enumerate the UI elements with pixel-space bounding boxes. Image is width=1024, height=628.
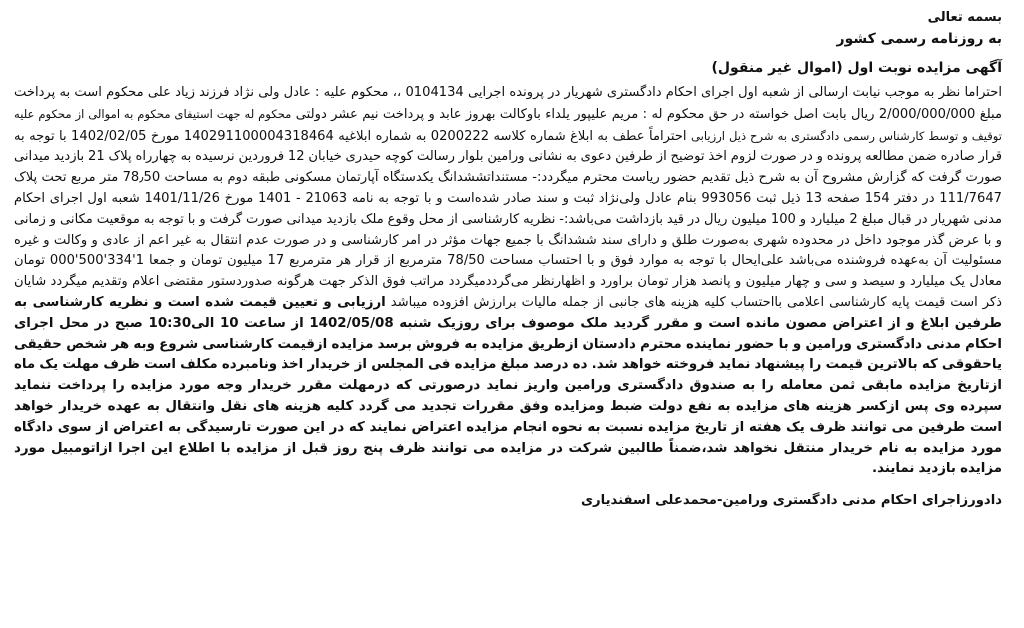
notice-title: آگهی مزایده نوبت اول (اموال غیر منقول) [711, 60, 1002, 76]
notice-body [14, 83, 1002, 480]
signature: دادورزاجرای احکام مدنی دادگستری ورامین-محمدعلی اسفندیاری [580, 493, 1002, 509]
body-opening: احتراما نظر به موجب نیابت ارسالی از شعبه اول اجرای احکام دادگستری شهریار در پرونده اجرایی 0104134 ،، محکوم علیه : عادل ولی نژاد فرزند زیاد علی محکوم است به پرداخت مبلغ 2/000/000/000 ریال بابت اصل خواسته در حق محکوم له : مریم علیپور یلداء باوکالت بهروز عابد و پرداخت نیم عشر دولتی [14, 85, 1003, 122]
basmala: بسمه تعالی [927, 10, 1002, 25]
body-expert-report: احتراماً عطف به ابلاغ شماره کلاسه 0200222 به شماره ابلاغیه 140291100004318464 مورخ 1402/02/05 با توجه به قرار صادره ضمن مطالعه پرونده و در صورت لزوم اخذ توضیح از طرفین دعوی به نشانی ورامین بلوار رسالت کوچه حیدری خیابان 12 فروردین نرسیده به چهارراه پلاک 21 بازدید میدانی صورت گرفت که گزارش مشروح آن به شرح ذیل تقدیم حضور ریاست محترم میگردد:- مستنداتششدانگ یکدستگاه آپارتمان مسکونی طبقه دوم به مساحت 78٫50 متر مربع تحت پلاک 111/7647 در دفتر 154 صفحه 13 ذیل ثبت 993056 بنام عادل ولی‌نژاد ثبت و سند صادر شده‌است و با توجه به نامه 21063 - 1401 مورخ 1401/11/26 شعبه اول اجرای احکام مدنی شهریار در قبال مبلغ 2 میلیارد و 100 میلیون ریال در قید بازداشت می‌باشد:- نظریه کارشناسی از محل وقوع ملک بازدید میدانی صورت گرفت و با توجه به موقعیت مکانی و زمانی و با عرض گذر موجود داخل در محدوده شهری به‌صورت طلق و دارای سند ششدانگ با جمیع جهات مؤثر در امر کارشناسی و در صورت عدم انتقال به غیر اعم از عادی و وکالت و غیره مسئولیت آن به‌عهده فروشنده می‌باشد علی‌ایحال با توجه به موارد فوق و با احتساب مساحت 78/50 مترمربع از قرار هر مترمربع 17 میلیون تومان و جمعا 1'334'500'000 تومان معادل یک میلیارد و سیصد و سی و چهار میلیون و پانصد هزار تومان براورد و اظهارنظر می‌گرددمیگردد مراتب فوق الذکر جهت هرگونه صدوردستور مقتضی اعلام وتقدیم میگردد شایان ذکر است قیمت پایه کارشناسی اعلامی بااحتساب کلیه هزینه های جانبی از جمله مالیات برارزش افزوده میباشد [14, 128, 1002, 310]
body-auction-terms: ارزیابی و تعیین قیمت شده است و نظریه کارشناسی به طرفین ابلاغ و از اعتراض مصون مانده است و مقرر گردید ملک موصوف برای روزیک شنبه 1402/05/08 از ساعت 10 الی10:30 صبح در محل اجرای احکام مدنی دادگستری ورامین و با حضور نماینده محترم دادستان ازطریق مزایده به فروش برسد مزایده ازقیمت کارشناسی شروع وبه هر شخص حقیقی یاحقوقی که بالاترین قیمت را پیشنهاد نماید فروخته خواهد شد. ده درصد مبلغ مزایده فی المجلس از خریدار اخذ ونامبرده مکلف است ظرف مهلت یک ماه ازتاریخ مزایده مابقی ثمن معامله را به صندوق دادگستری ورامین واریز نماید درصورتی که درمهلت مقرر خریدار وجه مورد مزایده را پرداخت ننماید سپرده وی پس ازکسر هزینه های مزایده به نفع دولت ضبط ومزایده وفق مقررات تجدید می گردد کلیه هزینه های نقل وانتقال به عهده خریدار خواهد است طرفین می توانند ظرف یک هفته از تاریخ مزایده نسبت به نحوه انجام مزایده اعتراض نمایند که در این صورت تارسیدگی به اعتراض از سوی دادگاه مورد مزایده به نام خریدار منتقل نخواهد شد،ضمناً طالبین شرکت در مزایده می توانند ظرف پنج روز قبل از مزایده با اطلاع این اجرا ازاتومبیل مورد مزایده بازدید نمایند. [14, 294, 1002, 477]
body-fine-print: محکوم له جهت استیفای محکوم به اموالی از محکوم علیه توقیف و توسط کارشناس رسمی دادگستری به شرح ذیل ارزیابی [14, 106, 1003, 143]
recipient-line: به روزنامه رسمی کشور [836, 31, 1002, 47]
